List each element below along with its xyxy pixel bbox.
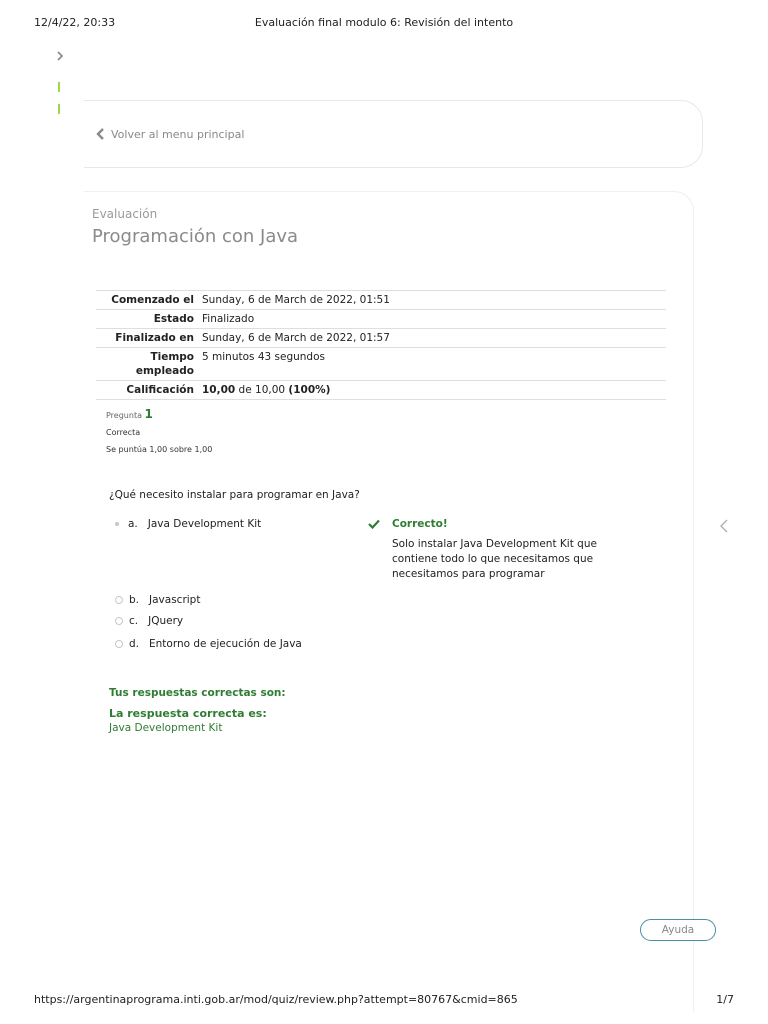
sidebar-marker: [58, 82, 60, 92]
radio-icon[interactable]: [115, 640, 123, 648]
option-letter: c.: [129, 615, 139, 627]
summary-row: [96, 348, 666, 381]
grade-value: [202, 381, 666, 400]
back-link-label: Volver al menu principal: [111, 127, 245, 141]
question-text: ¿Qué necesito instalar para programar en Java?: [109, 489, 360, 501]
chevron-left-icon: [96, 127, 105, 141]
question-number: 1: [144, 407, 153, 421]
feedback-text: Solo instalar Java Development Kit que contiene todo lo que necesitamos que necesitamos para programar: [392, 538, 597, 580]
print-datetime: 12/4/22, 20:33: [34, 16, 116, 29]
summary-value: Sunday, 6 de March de 2022, 01:57: [202, 332, 390, 344]
summary-row: [96, 329, 666, 348]
option-feedback: [368, 518, 612, 582]
correct-answer-heading: La respuesta correcta es:: [109, 707, 267, 720]
feedback-title: Correcto!: [392, 518, 448, 530]
chevron-left-icon[interactable]: [719, 518, 729, 534]
selected-bullet-icon: [115, 522, 119, 526]
option-text: Java Development Kit: [147, 518, 262, 530]
option-text: JQuery: [148, 615, 184, 627]
summary-label: Tiempo empleado: [135, 351, 194, 377]
print-url: https://argentinaprograma.inti.gob.ar/mod/quiz/review.php?attempt=80767&cmid=865: [34, 993, 518, 1006]
option-text: Entorno de ejecución de Java: [149, 638, 302, 650]
answer-option-a[interactable]: [113, 518, 261, 530]
question-score: Se puntúa 1,00 sobre 1,00: [106, 445, 213, 454]
summary-value: Sunday, 6 de March de 2022, 01:51: [202, 294, 390, 306]
option-letter: a.: [128, 518, 138, 530]
print-title: Evaluación final modulo 6: Revisión del intento: [254, 16, 514, 29]
radio-icon[interactable]: [115, 596, 123, 604]
question-label: Pregunta: [106, 411, 142, 420]
summary-label: Comenzado el: [111, 294, 194, 306]
section-label: Evaluación: [92, 207, 158, 221]
attempt-summary-table: [96, 290, 666, 400]
help-button[interactable]: Ayuda: [640, 919, 716, 941]
summary-row: [96, 381, 666, 400]
option-text: Javascript: [149, 594, 201, 606]
grade-total: de 10,00: [235, 384, 289, 396]
grade-percent: (100%): [288, 384, 331, 396]
checkmark-icon: [368, 519, 380, 529]
chevron-right-icon[interactable]: [55, 50, 65, 62]
summary-row: [96, 310, 666, 329]
answer-option-c[interactable]: [115, 615, 183, 627]
answer-option-d[interactable]: [115, 638, 302, 650]
back-to-main-menu-link[interactable]: [96, 127, 244, 141]
option-letter: b.: [129, 594, 140, 606]
radio-icon[interactable]: [115, 617, 123, 625]
answer-option-b[interactable]: [115, 594, 200, 606]
option-letter: d.: [129, 638, 140, 650]
correct-answer-value: Java Development Kit: [109, 722, 223, 734]
question-info: [106, 406, 212, 458]
question-status: Correcta: [106, 428, 141, 437]
sidebar-marker: [58, 104, 60, 114]
summary-label: Estado: [153, 313, 194, 325]
correct-answers-block: [109, 687, 286, 734]
summary-value: Finalizado: [202, 313, 255, 325]
summary-label: Finalizado en: [115, 332, 194, 344]
back-navigation-card: [84, 100, 703, 168]
page-number: 1/7: [716, 993, 734, 1006]
summary-label: Calificación: [126, 384, 194, 396]
summary-value: 5 minutos 43 segundos: [202, 351, 325, 363]
correct-answers-heading: Tus respuestas correctas son:: [109, 687, 286, 699]
page-title: Programación con Java: [92, 226, 299, 247]
grade-score: 10,00: [202, 384, 236, 396]
summary-row: [96, 291, 666, 310]
